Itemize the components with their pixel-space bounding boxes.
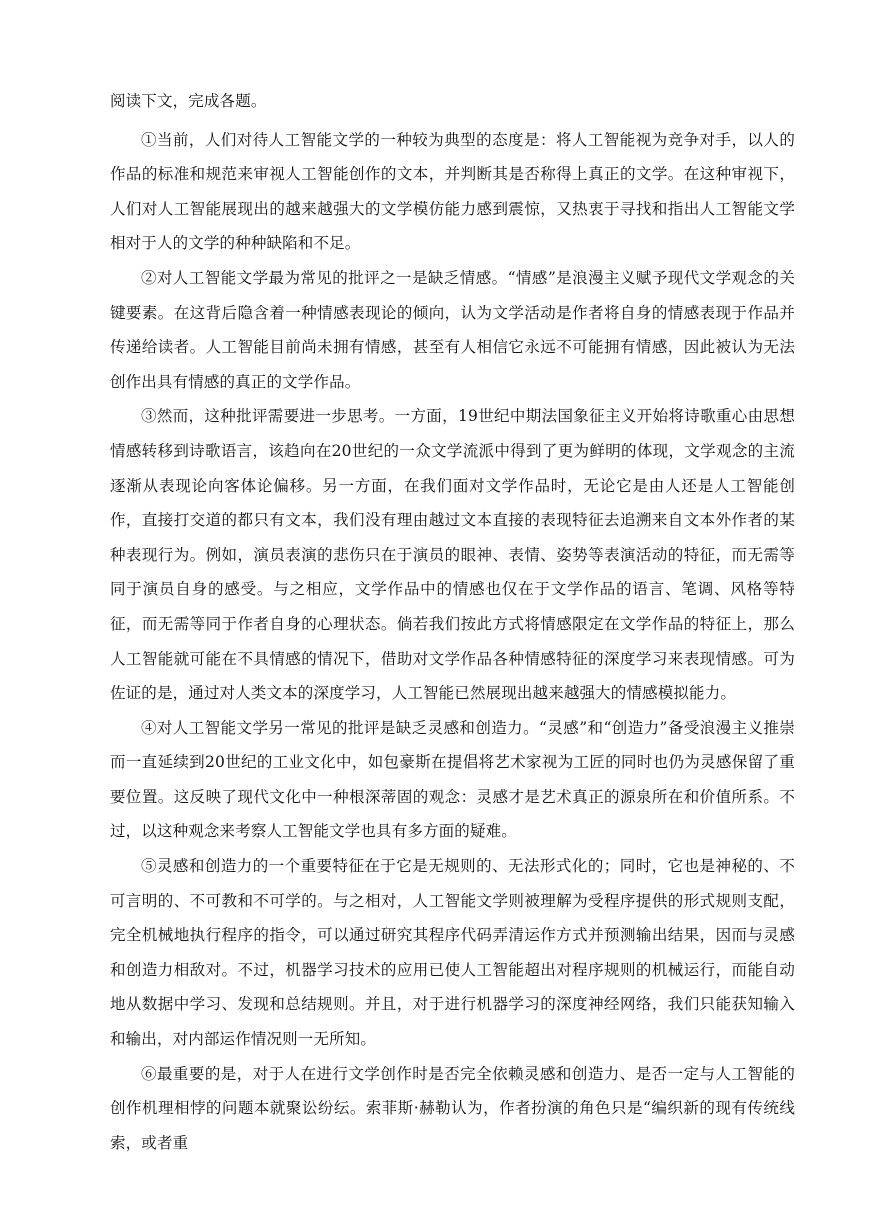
paragraph-1: ①当前，人们对待人工智能文学的一种较为典型的态度是：将人工智能视为竞争对手，以人的作品的标准和规范来审视人工智能创作的文本，并判断其是否称得上真正的文学。在这种审视下，人们对人工智能展现出的越来越强大的文学模仿能力感到震惊，又热衷于寻找和指出人工智能文学相对于人的文学的种种缺陷和不足。 — [110, 130, 795, 253]
article-body — [110, 84, 795, 1160]
paragraph-4: ④对人工智能文学另一常见的批评是缺乏灵感和创造力。“灵感”和“创造力”备受浪漫主义推崇而一直延续到20世纪的工业文化中，如包豪斯在提倡将艺术家视为工匠的同时也仍为灵感保留了重要位置。这反映了现代文化中一种根深蒂固的观念：灵感才是艺术真正的源泉所在和价值所系。不过，以这种观念来考察人工智能文学也具有多方面的疑难。 — [110, 718, 795, 841]
paragraph-3: ③然而，这种批评需要进一步思考。一方面，19世纪中期法国象征主义开始将诗歌重心由思想情感转移到诗歌语言，该趋向在20世纪的一众文学流派中得到了更为鲜明的体现，文学观念的主流逐渐从表现论向客体论偏移。另一方面，在我们面对文学作品时，无论它是由人还是人工智能创作，直接打交道的都只有文本，我们没有理由越过文本直接的表现特征去追溯来自文本外作者的某种表现行为。例如，演员表演的悲伤只在于演员的眼神、表情、姿势等表演活动的特征，而无需等同于演员自身的感受。与之相应，文学作品中的情感也仅在于文学作品的语言、笔调、风格等特征，而无需等同于作者自身的心理状态。倘若我们按此方式将情感限定在文学作品的特征上，那么人工智能就可能在不具情感的情况下，借助对文学作品各种情感特征的深度学习来表现情感。可为佐证的是，通过对人类文本的深度学习，人工智能已然展现出越来越强大的情感模拟能力。 — [110, 407, 795, 703]
paragraph-2: ②对人工智能文学最为常见的批评之一是缺乏情感。“情感”是浪漫主义赋予现代文学观念的关键要素。在这背后隐含着一种情感表现论的倾向，认为文学活动是作者将自身的情感表现于作品并传递给读者。人工智能目前尚未拥有情感，甚至有人相信它永远不可能拥有情感，因此被认为无法创作出具有情感的真正的文学作品。 — [110, 268, 795, 391]
paragraph-5: ⑤灵感和创造力的一个重要特征在于它是无规则的、无法形式化的；同时，它也是神秘的、不可言明的、不可教和不可学的。与之相对，人工智能文学则被理解为受程序提供的形式规则支配，完全机械地执行程序的指令，可以通过研究其程序代码弄清运作方式并预测输出结果，因而与灵感和创造力相敌对。不过，机器学习技术的应用已使人工智能超出对程序规则的机械运行，而能自动地从数据中学习、发现和总结规则。并且，对于进行机器学习的深度神经网络，我们只能获知输入和输出，对内部运作情况则一无所知。 — [110, 857, 795, 1049]
reading-instruction: 阅读下文，完成各题。 — [110, 92, 267, 110]
paragraph-6: ⑥最重要的是，对于人在进行文学创作时是否完全依赖灵感和创造力、是否一定与人工智能的创作机理相悖的问题本就聚讼纷纭。索菲斯·赫勒认为，作者扮演的角色只是“编织新的现有传统线索，或者重 — [110, 1064, 795, 1152]
